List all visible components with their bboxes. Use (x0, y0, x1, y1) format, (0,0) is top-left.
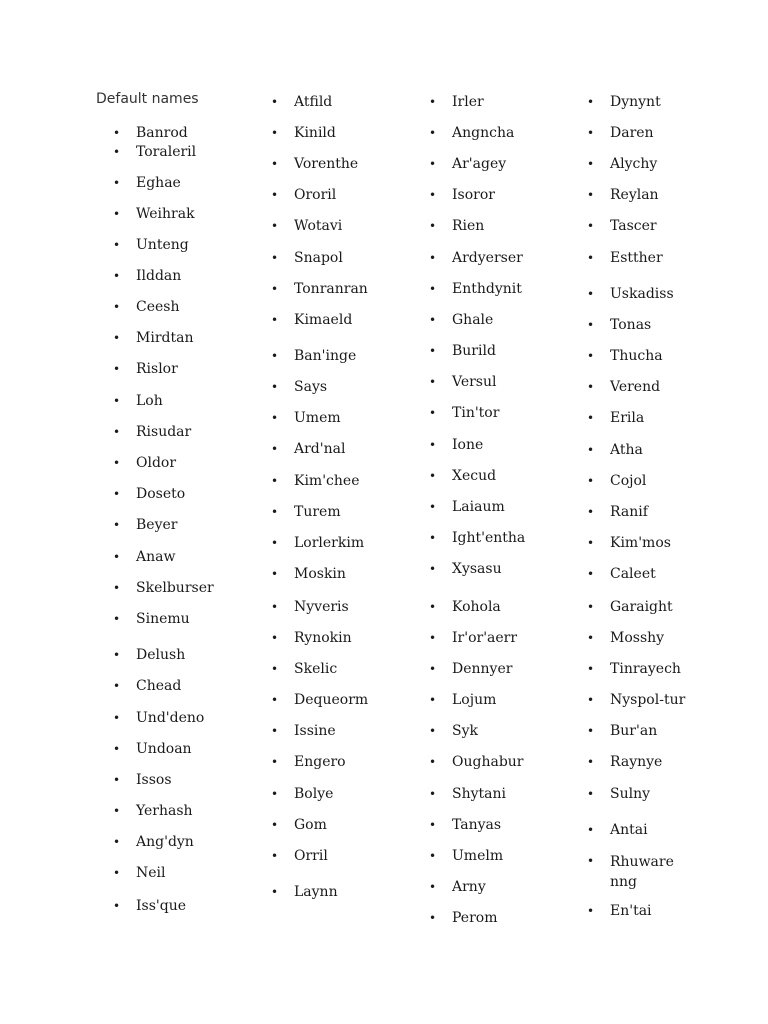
name-label: Rynokin (294, 630, 352, 646)
name-label: Ione (452, 437, 484, 453)
name-label: Reylan (610, 187, 659, 203)
bullet-icon: • (271, 536, 279, 550)
bullet-icon: • (587, 219, 595, 233)
name-label: Neil (136, 865, 166, 881)
bullet-icon: • (113, 581, 121, 595)
name-label: Unteng (136, 237, 189, 253)
bullet-icon: • (113, 711, 121, 725)
bullet-icon: • (429, 880, 437, 894)
bullet-icon: • (587, 411, 595, 425)
bullet-icon: • (429, 469, 437, 483)
bullet-icon: • (113, 300, 121, 314)
bullet-icon: • (271, 411, 279, 425)
name-label: Burild (452, 343, 496, 359)
name-label: Kohola (452, 599, 501, 615)
name-label: Kim'mos (610, 535, 671, 551)
name-label: Skelburser (136, 580, 214, 596)
bullet-icon: • (113, 550, 121, 564)
bullet-icon: • (271, 251, 279, 265)
name-label: Shytani (452, 786, 506, 802)
name-label: Ang'dyn (136, 834, 194, 850)
page-heading: Default names (96, 91, 199, 107)
name-label: Anaw (136, 549, 176, 565)
bullet-icon: • (271, 693, 279, 707)
bullet-icon: • (587, 724, 595, 738)
bullet-icon: • (271, 282, 279, 296)
bullet-icon: • (587, 251, 595, 265)
bullet-icon: • (587, 505, 595, 519)
bullet-icon: • (587, 188, 595, 202)
name-label: Turem (294, 504, 341, 520)
name-label: Ar'agey (452, 156, 507, 172)
bullet-icon: • (113, 679, 121, 693)
name-label: Lojum (452, 692, 497, 708)
bullet-icon: • (429, 375, 437, 389)
bullet-icon: • (429, 438, 437, 452)
bullet-icon: • (429, 344, 437, 358)
bullet-icon: • (587, 126, 595, 140)
bullet-icon: • (587, 380, 595, 394)
name-label: Ir'or'aerr (452, 630, 518, 646)
name-label: Dequeorm (294, 692, 369, 708)
name-label: Laynn (294, 884, 338, 900)
bullet-icon: • (113, 835, 121, 849)
bullet-icon: • (429, 531, 437, 545)
name-label: Iss'que (136, 898, 187, 914)
bullet-icon: • (113, 742, 121, 756)
name-label: Rhuwarenng (610, 854, 674, 890)
bullet-icon: • (271, 662, 279, 676)
bullet-icon: • (429, 313, 437, 327)
bullet-icon: • (587, 349, 595, 363)
bullet-icon: • (587, 755, 595, 769)
bullet-icon: • (271, 755, 279, 769)
name-label: Issos (136, 772, 172, 788)
bullet-icon: • (587, 536, 595, 550)
bullet-icon: • (429, 126, 437, 140)
bullet-icon: • (113, 518, 121, 532)
name-label: Alychy (610, 156, 658, 172)
name-label: Doseto (136, 486, 186, 502)
name-label: Beyer (136, 517, 178, 533)
bullet-icon: • (429, 755, 437, 769)
name-label: Ight'entha (452, 530, 526, 546)
bullet-icon: • (587, 823, 595, 837)
name-label: Kinild (294, 125, 336, 141)
name-label: Wotavi (294, 218, 343, 234)
bullet-icon: • (113, 394, 121, 408)
name-label: Oughabur (452, 754, 524, 770)
bullet-icon: • (113, 612, 121, 626)
bullet-icon: • (271, 313, 279, 327)
bullet-icon: • (587, 287, 595, 301)
bullet-icon: • (587, 662, 595, 676)
bullet-icon: • (271, 505, 279, 519)
bullet-icon: • (587, 693, 595, 707)
name-label: Bolye (294, 786, 334, 802)
bullet-icon: • (113, 648, 121, 662)
bullet-icon: • (429, 251, 437, 265)
name-label: Orril (294, 848, 328, 864)
bullet-icon: • (587, 631, 595, 645)
name-label: Garaight (610, 599, 673, 615)
bullet-icon: • (429, 849, 437, 863)
name-label: Estther (610, 250, 663, 266)
name-label: Raynye (610, 754, 663, 770)
bullet-icon: • (271, 442, 279, 456)
name-label: Banrod (136, 125, 188, 141)
bullet-icon: • (113, 899, 121, 913)
name-label: Snapol (294, 250, 343, 266)
name-label: Sulny (610, 786, 651, 802)
bullet-icon: • (113, 145, 121, 159)
name-label: Tinrayech (610, 661, 681, 677)
name-label: Isoror (452, 187, 495, 203)
name-label: Kimaeld (294, 312, 353, 328)
name-label: Toraleril (136, 144, 197, 160)
name-label: Dynynt (610, 94, 661, 110)
bullet-icon: • (587, 567, 595, 581)
name-label: Moskin (294, 566, 346, 582)
bullet-icon: • (271, 126, 279, 140)
name-label: Rislor (136, 361, 178, 377)
bullet-icon: • (429, 631, 437, 645)
name-label: Tascer (610, 218, 657, 234)
name-label: Verend (610, 379, 661, 395)
name-label: Engero (294, 754, 346, 770)
name-label: Delush (136, 647, 186, 663)
name-label: En'tai (610, 903, 652, 919)
bullet-icon: • (113, 456, 121, 470)
name-label: Erila (610, 410, 645, 426)
name-label: Says (294, 379, 328, 395)
name-label: Weihrak (136, 206, 195, 222)
bullet-icon: • (587, 443, 595, 457)
name-label: Dennyer (452, 661, 513, 677)
bullet-icon: • (113, 207, 121, 221)
bullet-icon: • (271, 567, 279, 581)
bullet-icon: • (113, 425, 121, 439)
bullet-icon: • (587, 474, 595, 488)
name-label: Xysasu (452, 561, 502, 577)
bullet-icon: • (113, 804, 121, 818)
name-label: Antai (610, 822, 648, 838)
name-label: Risudar (136, 424, 192, 440)
bullet-icon: • (587, 157, 595, 171)
name-label: Ilddan (136, 268, 182, 284)
name-label: Chead (136, 678, 182, 694)
name-label: Uskadiss (610, 286, 674, 302)
name-label: Irler (452, 94, 484, 110)
bullet-icon: • (429, 157, 437, 171)
name-label: Bur'an (610, 723, 658, 739)
name-label: Nyveris (294, 599, 349, 615)
bullet-icon: • (429, 95, 437, 109)
name-label: Versul (452, 374, 497, 390)
name-label: Issine (294, 723, 336, 739)
name-label: Skelic (294, 661, 338, 677)
bullet-icon: • (429, 562, 437, 576)
bullet-icon: • (587, 600, 595, 614)
name-label: Enthdynit (452, 281, 522, 297)
bullet-icon: • (271, 885, 279, 899)
bullet-icon: • (271, 474, 279, 488)
name-label: Atfild (294, 94, 333, 110)
name-label: Sinemu (136, 611, 190, 627)
bullet-icon: • (429, 600, 437, 614)
bullet-icon: • (271, 787, 279, 801)
bullet-icon: • (113, 773, 121, 787)
bullet-icon: • (113, 269, 121, 283)
name-label: Angncha (452, 125, 515, 141)
bullet-icon: • (429, 787, 437, 801)
bullet-icon: • (429, 188, 437, 202)
name-label: Ororil (294, 187, 337, 203)
name-label: Xecud (452, 468, 497, 484)
name-label: Tonranran (294, 281, 368, 297)
name-label: Vorenthe (294, 156, 359, 172)
bullet-icon: • (587, 318, 595, 332)
bullet-icon: • (271, 600, 279, 614)
bullet-icon: • (429, 693, 437, 707)
name-label: Oldor (136, 455, 177, 471)
bullet-icon: • (429, 662, 437, 676)
bullet-icon: • (113, 238, 121, 252)
bullet-icon: • (271, 380, 279, 394)
name-label: Yerhash (136, 803, 193, 819)
name-label: Daren (610, 125, 654, 141)
name-label: Arny (452, 879, 486, 895)
name-label: Syk (452, 723, 478, 739)
bullet-icon: • (429, 500, 437, 514)
name-label: Rien (452, 218, 485, 234)
bullet-icon: • (429, 911, 437, 925)
bullet-icon: • (271, 631, 279, 645)
bullet-icon: • (429, 818, 437, 832)
name-label: Gom (294, 817, 327, 833)
name-label: Atha (610, 442, 643, 458)
name-label: Ceesh (136, 299, 180, 315)
name-label: Ghale (452, 312, 494, 328)
bullet-icon: • (587, 904, 595, 918)
name-label: Lorlerkim (294, 535, 365, 551)
name-label: Caleet (610, 566, 656, 582)
name-label: Tonas (610, 317, 652, 333)
name-label: Ranif (610, 504, 648, 520)
name-label: Eghae (136, 175, 181, 191)
name-label: Mirdtan (136, 330, 194, 346)
name-label: Loh (136, 393, 163, 409)
bullet-icon: • (113, 176, 121, 190)
bullet-icon: • (271, 818, 279, 832)
bullet-icon: • (587, 854, 595, 868)
bullet-icon: • (113, 126, 121, 140)
name-label: Laiaum (452, 499, 505, 515)
name-label: Tanyas (452, 817, 502, 833)
bullet-icon: • (429, 724, 437, 738)
name-label: Ard'nal (294, 441, 346, 457)
name-label: Umem (294, 410, 341, 426)
bullet-icon: • (271, 349, 279, 363)
name-label: Perom (452, 910, 498, 926)
name-label: Nyspol-tur (610, 692, 686, 708)
bullet-icon: • (113, 487, 121, 501)
bullet-icon: • (429, 282, 437, 296)
bullet-icon: • (271, 95, 279, 109)
name-label: Und'deno (136, 710, 205, 726)
name-label: Ban'inge (294, 348, 357, 364)
bullet-icon: • (271, 157, 279, 171)
name-label: Kim'chee (294, 473, 360, 489)
bullet-icon: • (587, 95, 595, 109)
name-label: Mosshy (610, 630, 665, 646)
bullet-icon: • (113, 331, 121, 345)
bullet-icon: • (113, 362, 121, 376)
name-label: Undoan (136, 741, 192, 757)
name-label: Thucha (610, 348, 663, 364)
bullet-icon: • (271, 219, 279, 233)
bullet-icon: • (429, 406, 437, 420)
name-label: Tin'tor (452, 405, 500, 421)
bullet-icon: • (113, 866, 121, 880)
name-label: Cojol (610, 473, 647, 489)
bullet-icon: • (429, 219, 437, 233)
bullet-icon: • (587, 787, 595, 801)
name-label: Umelm (452, 848, 504, 864)
bullet-icon: • (271, 188, 279, 202)
name-label: Ardyerser (452, 250, 523, 266)
bullet-icon: • (271, 724, 279, 738)
bullet-icon: • (271, 849, 279, 863)
